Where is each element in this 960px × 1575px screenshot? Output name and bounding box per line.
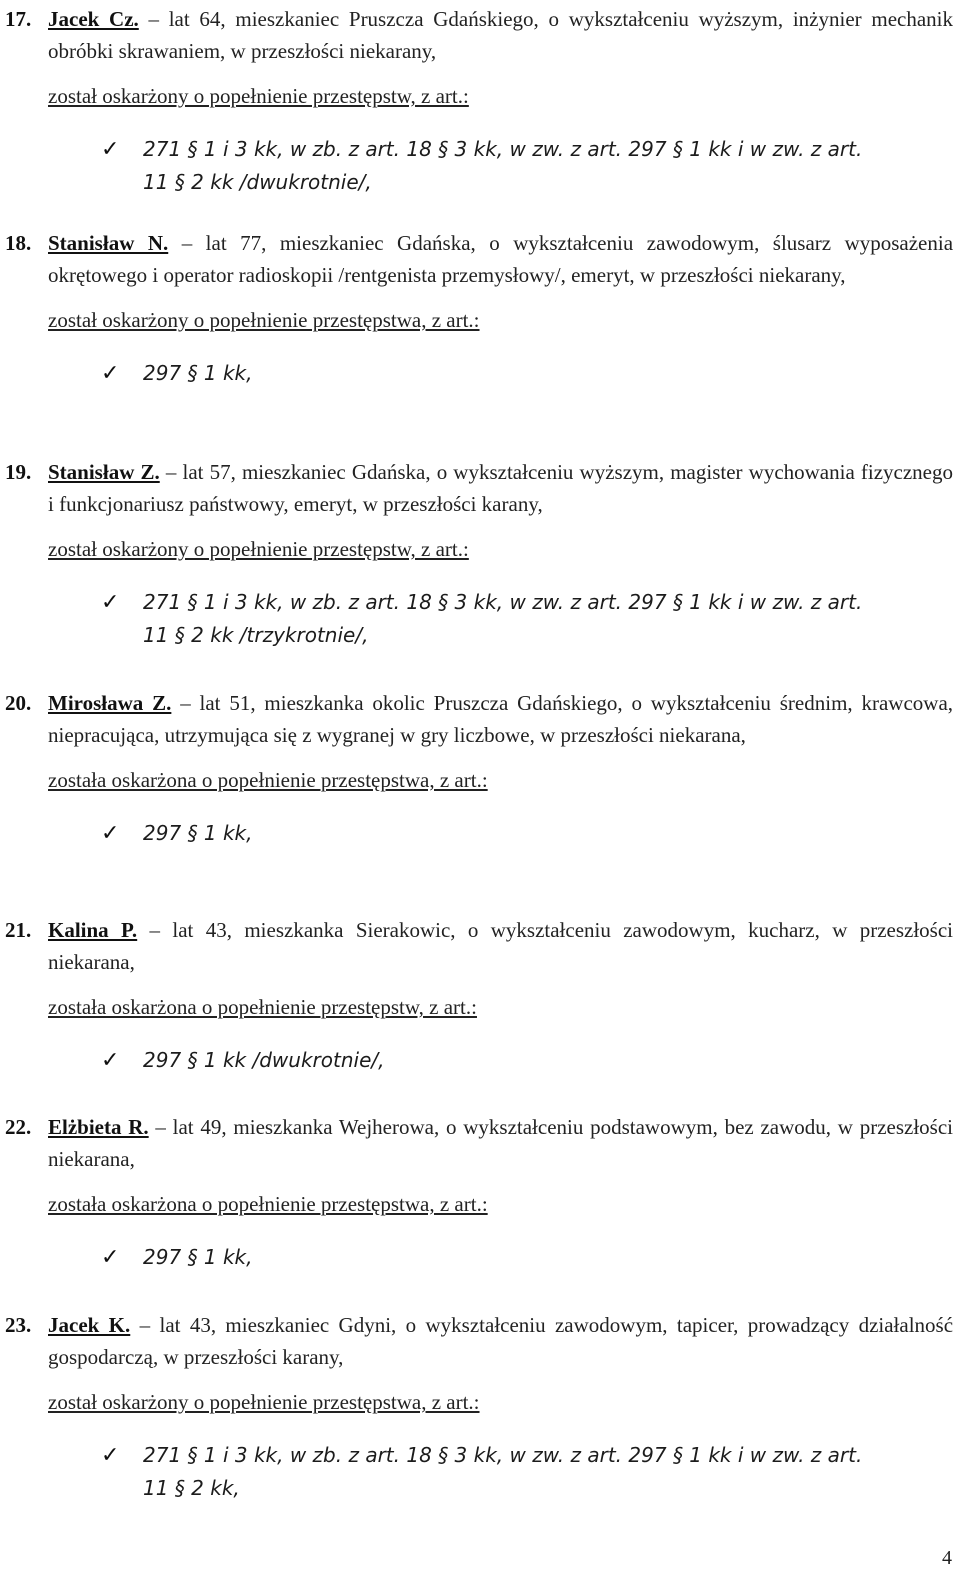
charge-line: został oskarżony o popełnienie przestępstwa, z art.:: [48, 308, 480, 332]
defendant-description: lat 51, mieszkanka okolic Pruszcza Gdańskiego, o wykształceniu średnim, krawcowa, niepracująca, utrzymująca się z wygranej w gry liczbowe, w przeszłości niekarana,: [48, 691, 954, 747]
entry-paragraph: [5, 687, 954, 751]
checkmark-icon: ✓: [101, 137, 120, 162]
article-text: 271 § 1 i 3 kk, w zb. z art. 18 § 3 kk, w zw. z art. 297 § 1 kk i w zw. z art. 11 § 2 kk /dwukrotnie/,: [143, 137, 863, 194]
article-text: 297 § 1 kk,: [143, 821, 253, 845]
defendant-description: lat 43, mieszkanka Sierakowic, o wykształceniu zawodowym, kucharz, w przeszłości niekarana,: [48, 918, 953, 974]
defendant-description: lat 64, mieszkaniec Pruszcza Gdańskiego, o wykształceniu wyższym, inżynier mechanik obróbki skrawaniem, w przeszłości niekarany,: [48, 7, 953, 63]
article-list: [101, 1241, 893, 1274]
defendant-entry: [0, 456, 960, 652]
defendant-name: Stanisław N.: [48, 231, 169, 255]
checkmark-icon: ✓: [101, 361, 120, 386]
checkmark-icon: ✓: [101, 1048, 120, 1073]
entry-paragraph: [5, 1111, 953, 1175]
dash: –: [155, 1115, 166, 1139]
dash: –: [165, 460, 177, 484]
entry-number: 21.: [5, 918, 32, 942]
article-text: 271 § 1 i 3 kk, w zb. z art. 18 § 3 kk, w zw. z art. 297 § 1 kk i w zw. z art. 11 § 2 kk,: [143, 1443, 863, 1500]
article-list: [101, 1439, 893, 1505]
defendant-name: Jacek Cz.: [48, 7, 139, 31]
entry-number: 17.: [5, 7, 32, 31]
article-text: 297 § 1 kk /dwukrotnie/,: [143, 1048, 385, 1072]
entry-number: 19.: [5, 460, 32, 484]
defendant-entry: [0, 1309, 960, 1505]
article-list: [101, 133, 893, 199]
defendant-entry: [0, 687, 960, 850]
dash: –: [181, 231, 193, 255]
dash: –: [148, 7, 159, 31]
charge-line: została oskarżona o popełnienie przestępstw, z art.:: [48, 995, 477, 1019]
defendant-description: lat 57, mieszkaniec Gdańska, o wykształceniu wyższym, magister wychowania fizycznego i funkcjonariusz państwowy, emeryt, w przeszłości karany,: [48, 460, 954, 516]
page-number: 4: [942, 1547, 952, 1569]
checkmark-icon: ✓: [101, 821, 120, 846]
article-list: [101, 817, 893, 850]
defendant-name: Mirosława Z.: [48, 691, 172, 715]
entry-number: 23.: [5, 1313, 32, 1337]
defendant-entry: [0, 1111, 960, 1274]
entry-paragraph: [5, 1309, 954, 1373]
entry-number: 18.: [5, 231, 32, 255]
charge-line: został oskarżony o popełnienie przestępstwa, z art.:: [48, 1390, 480, 1414]
article-list: [101, 1044, 893, 1077]
checkmark-icon: ✓: [101, 1245, 120, 1270]
charge-line: został oskarżony o popełnienie przestępstw, z art.:: [48, 84, 469, 108]
entry-paragraph: [5, 227, 954, 291]
entry-number: 20.: [5, 691, 32, 715]
article-list: [101, 586, 893, 652]
entry-paragraph: [5, 3, 953, 67]
entry-paragraph: [5, 456, 954, 520]
checkmark-icon: ✓: [101, 590, 120, 615]
defendant-description: lat 49, mieszkanka Wejherowa, o wykształceniu podstawowym, bez zawodu, w przeszłości niekarana,: [48, 1115, 953, 1171]
defendant-entry: [0, 914, 960, 1077]
defendant-name: Stanisław Z.: [48, 460, 160, 484]
dash: –: [180, 691, 191, 715]
article-text: 297 § 1 kk,: [143, 361, 253, 385]
dash: –: [139, 1313, 151, 1337]
defendant-name: Jacek K.: [48, 1313, 131, 1337]
charge-line: został oskarżony o popełnienie przestępstw, z art.:: [48, 537, 469, 561]
defendant-name: Kalina P.: [48, 918, 138, 942]
charge-line: została oskarżona o popełnienie przestępstwa, z art.:: [48, 768, 488, 792]
article-text: 271 § 1 i 3 kk, w zb. z art. 18 § 3 kk, w zw. z art. 297 § 1 kk i w zw. z art. 11 § 2 kk /trzykrotnie/,: [143, 590, 863, 647]
defendant-description: lat 43, mieszkaniec Gdyni, o wykształceniu zawodowym, tapicer, prowadzący działalność gospodarczą, w przeszłości karany,: [48, 1313, 954, 1369]
dash: –: [149, 918, 161, 942]
defendant-description: lat 77, mieszkaniec Gdańska, o wykształceniu zawodowym, ślusarz wyposażenia okrętowego i operator radioskopii /rentgenista przemysłowy/, emeryt, w przeszłości niekarany,: [48, 231, 954, 287]
checkmark-icon: ✓: [101, 1443, 120, 1468]
entry-number: 22.: [5, 1115, 32, 1139]
charge-line: została oskarżona o popełnienie przestępstwa, z art.:: [48, 1192, 488, 1216]
article-list: [101, 357, 893, 390]
defendant-name: Elżbieta R.: [48, 1115, 149, 1139]
article-text: 297 § 1 kk,: [143, 1245, 253, 1269]
defendant-entry: [0, 3, 960, 199]
defendant-entry: [0, 227, 960, 390]
entry-paragraph: [5, 914, 953, 978]
